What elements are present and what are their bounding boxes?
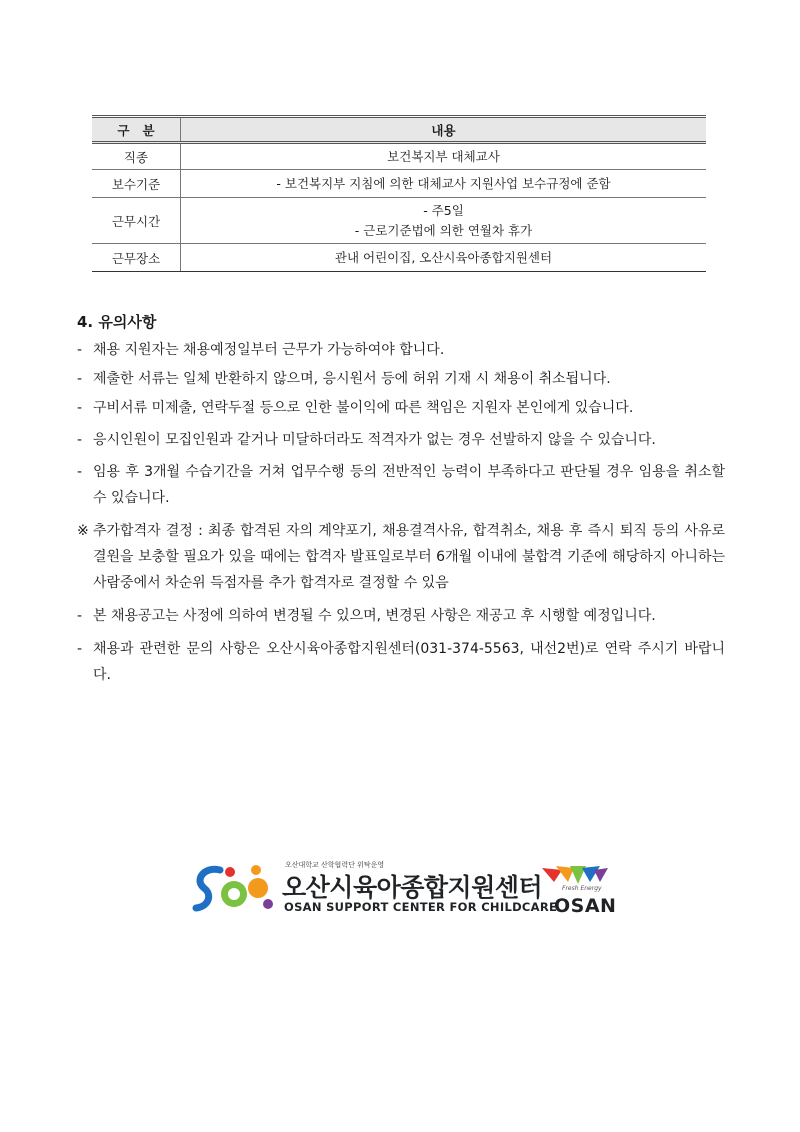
note-text: 추가합격자 결정 : 최종 합격된 자의 계약포기, 채용결격사유, 합격취소, 채용 후 즉시 퇴직 등의 사유로 결원을 보충할 필요가 있을 때에는 합격자 발표일로부터 6개월 이내에 불합격 기준에 해당하지 아니하는 사람중에서 차순위 득점자를 추가 합격자로 결정할 수 있음: [93, 523, 725, 591]
note-text: 제출한 서류는 일체 반환하지 않으며, 응시원서 등에 허위 기재 시 채용이 취소됩니다.: [93, 371, 611, 387]
row-content: [181, 170, 707, 198]
list-item: [77, 603, 725, 629]
bullet-dash: -: [77, 464, 83, 480]
section-title: 4. 유의사항: [77, 313, 157, 331]
note-text: 채용 지원자는 채용예정일부터 근무가 가능하여야 합니다.: [93, 342, 445, 358]
row-content-line: - 보건복지부 지침에 의한 대체교사 지원사업 보수규정에 준함: [276, 175, 611, 191]
row-label: 직종: [92, 143, 181, 170]
bullet-dash: -: [77, 400, 83, 416]
row-content-line: 관내 어린이집, 오산시육아종합지원센터: [334, 249, 553, 265]
list-item: [77, 636, 725, 688]
list-item: [77, 518, 725, 596]
notes-list: [77, 337, 725, 688]
row-label: 근무시간: [92, 198, 181, 244]
row-content-line: - 근로기준법에 의한 연월차 휴가: [354, 222, 533, 238]
row-label: 근무장소: [92, 244, 181, 272]
bullet-dash: -: [77, 342, 83, 358]
logo-title: 오산시육아종합지원센터: [282, 873, 543, 902]
row-content-line: - 주5일: [423, 202, 464, 218]
list-item: [77, 459, 725, 511]
logo-subtitle: 오산대학교 산학협력단 위탁운영: [285, 861, 385, 869]
table-row: [92, 244, 706, 272]
job-info-table: [92, 115, 706, 272]
row-content: [181, 143, 707, 170]
row-content: [181, 198, 707, 244]
note-text: 임용 후 3개월 수습기간을 거쳐 업무수행 등의 전반적인 능력이 부족하다고 판단될 경우 임용을 취소할 수 있습니다.: [93, 464, 725, 506]
list-item: [77, 395, 725, 421]
table-header-row: [92, 117, 706, 143]
note-text: 본 채용공고는 사정에 의하여 변경될 수 있으며, 변경된 사항은 재공고 후 시행할 예정입니다.: [93, 608, 656, 624]
list-item: [77, 337, 725, 363]
osan-wordmark: OSAN: [554, 895, 617, 917]
table-row: [92, 143, 706, 170]
center-logo: [190, 858, 620, 918]
logo-english-name: OSAN SUPPORT CENTER FOR CHILDCARE: [284, 900, 558, 914]
bullet-dash: -: [77, 608, 83, 624]
row-content: [181, 244, 707, 272]
osan-tagline: Fresh Energy: [562, 885, 602, 892]
row-label: 보수기준: [92, 170, 181, 198]
osan-wings-icon: [540, 864, 610, 886]
list-item: [77, 366, 725, 392]
header-content: 내용: [181, 117, 707, 143]
child-figures-logo-icon: [190, 858, 280, 918]
table-row: [92, 198, 706, 244]
row-content-line: 보건복지부 대체교사: [387, 148, 500, 164]
bullet-dash: -: [77, 641, 83, 657]
list-item: [77, 427, 725, 453]
bullet-dash: -: [77, 371, 83, 387]
note-text: 채용과 관련한 문의 사항은 오산시육아종합지원센터(031-374-5563, 내선2번)로 연락 주시기 바랍니다.: [93, 641, 725, 683]
note-text: 구비서류 미제출, 연락두절 등으로 인한 불이익에 따른 책임은 지원자 본인에게 있습니다.: [93, 400, 634, 416]
bullet-dash: -: [77, 432, 83, 448]
reference-mark: ※: [77, 523, 89, 539]
header-category: 구 분: [92, 117, 181, 143]
note-text: 응시인원이 모집인원과 같거나 미달하더라도 적격자가 없는 경우 선발하지 않을 수 있습니다.: [93, 432, 656, 448]
table-row: [92, 170, 706, 198]
